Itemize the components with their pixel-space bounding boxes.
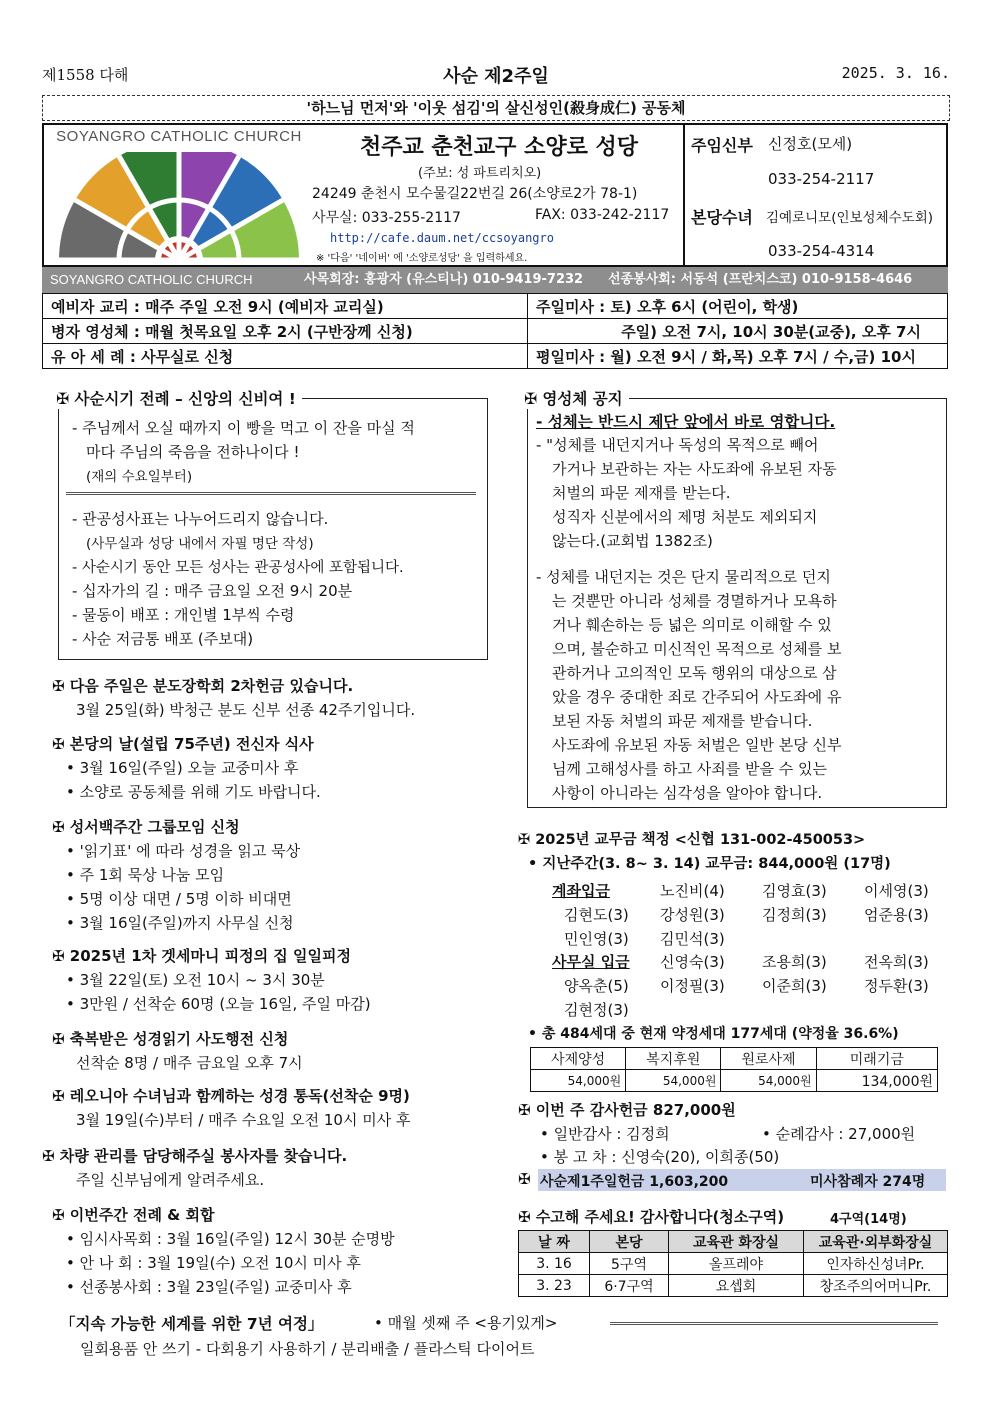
list-item: • 3월 16일(주일)까지 사무실 신청 [66,914,294,932]
list-item: 민인영(3) [564,930,629,948]
cleaning-title: ✠ 수고해 주세요! 감사합니다(청소구역) [518,1208,785,1226]
sister-phone: 033-254-4314 [768,242,875,260]
council-contact: 사목회장: 홍광자 (유스티나) 010-9419-7232 [304,272,584,287]
notice-title: ✠ 축복받은 성경읽기 사도행전 신청 [52,1030,289,1048]
list-item: 가거나 보관하는 자는 사도좌에 유보된 자동 [552,460,837,478]
lent-divider [66,492,476,495]
table-header: 본당 [590,1231,669,1253]
table-row [43,344,948,369]
list-item: 사도좌에 유보된 자동 처벌은 일반 본당 신부 [552,736,842,754]
logo-text: SOYANGRO CATHOLIC CHURCH [56,128,302,145]
list-item: 노진비(4) [660,882,725,900]
list-item: 이준희(3) [762,977,827,995]
list-item: 사항이 아니라는 심각성을 알아야 합니다. [552,784,823,802]
table-header: 교육관·외부화장실 [804,1231,948,1253]
table-cell: 54,000원 [721,1070,816,1092]
dues-title: ✠ 2025년 교무금 책정 <신협 131-002-450053> [518,832,866,848]
masthead [42,62,950,88]
schedule-table [42,293,948,369]
sunday-offering: 사순제1주일헌금 1,603,200 [540,1174,729,1190]
sunday-mass-sun: 주일) 오전 7시, 10시 30분(교중), 오후 7시 [528,319,948,344]
fund-table [530,1047,938,1092]
list-item: • 5명 이상 대면 / 5명 이하 비대면 [66,890,292,908]
list-item: 조용희(3) [762,953,827,971]
list-item: • 선종봉사회 : 3월 23일(주일) 교중미사 후 [66,1278,352,1296]
dues-total: • 총 484세대 중 현재 약정세대 177세대 (약정율 36.6%) [528,1026,899,1042]
office-phone: 사무실: 033-255-2117 [312,210,461,226]
notice-title: ✠ 이번주간 전례 & 회합 [52,1206,215,1224]
list-item: 는 것뿐만 아니라 성체를 경멸하거나 모욕하 [552,592,837,610]
footer-divider [610,1322,938,1325]
table-header: 교육관 화장실 [669,1231,804,1253]
van-thanks: • 봉 고 차 : 신영숙(20), 이희종(50) [540,1148,780,1166]
pilgrim-thanks: • 순례감사 : 27,000원 [762,1125,916,1143]
dues-last-week: • 지난주간(3. 8~ 3. 14) 교무금: 844,000원 (17명) [528,856,891,872]
list-item: 김정희(3) [762,906,827,924]
list-item: 김영효(3) [762,882,827,900]
list-item: - 물동이 배포 : 개인별 1부씩 수령 [72,606,295,624]
catechumen-class: 예비자 교리 : 매주 주일 오전 9시 (예비자 교리실) [43,294,528,319]
cross-icon: ✠ [52,735,70,753]
list-item: • 3월 16일(주일) 오늘 교중미사 후 [66,759,299,777]
account-label: 계좌입금 [552,882,610,900]
church-logo [48,128,310,262]
table-header: 날 짜 [519,1231,590,1253]
cross-icon: ✠ [52,1087,70,1105]
list-item: - 사순 저금통 배포 (주보대) [72,630,254,648]
sunday-mass-sat: 주일미사 : 토) 오후 6시 (어린이, 학생) [528,294,948,319]
table-cell: 3. 23 [519,1275,590,1297]
list-item: 김민석(3) [660,930,725,948]
list-item: 처벌의 파문 제재를 받는다. [552,484,731,502]
table-cell: 54,000원 [626,1070,721,1092]
bulletin-date: 2025. 3. 16. [841,64,950,82]
list-item: 관하거나 고의적인 모독 행위의 대상으로 삼 [552,664,837,682]
list-item: • 안 나 회 : 3월 19일(수) 오전 10시 미사 후 [66,1254,361,1272]
cross-icon: ✠ [52,818,70,836]
list-item: 이정필(3) [660,977,725,995]
list-item: 3월 25일(화) 박청근 분도 신부 선종 42주기입니다. [76,701,416,719]
table-row [519,1275,948,1297]
table-header: 복지후원 [626,1048,721,1070]
cross-icon: ✠ [518,1101,536,1119]
parish-address: 24249 춘천시 모수물길22번길 26(소양로2가 78-1) [312,186,638,202]
table-cell: 올프레야 [669,1253,804,1275]
thanks-title: ✠ 이번 주 감사헌금 827,000원 [518,1101,736,1119]
issue-number: 제1558 다해 [42,66,129,84]
list-item: 성직자 신분에서의 제명 처분도 제외되지 [552,508,818,526]
list-item: 주일 신부님에게 알려주세요. [76,1171,265,1189]
table-row [531,1048,938,1070]
cross-icon: ✠ [518,832,536,848]
sick-communion: 병자 영성체 : 매월 첫목요일 오후 2시 (구반장께 신청) [43,319,528,344]
cross-icon: ✠ [518,1170,531,1188]
general-thanks: • 일반감사 : 김정희 [540,1125,670,1143]
table-row [519,1231,948,1253]
pastor-label: 주임신부 [691,136,753,155]
eucharist-icon: ✠ [524,390,543,408]
weekday-mass: 평일미사 : 월) 오전 9시 / 화,목) 오후 7시 / 수,금) 10시 [528,344,948,369]
sister-name: 김예로니모(인보성체수도회) [766,210,934,226]
list-item: 정두환(3) [864,977,929,995]
table-header: 원로사제 [721,1048,816,1070]
list-item: - 주님께서 오실 때까지 이 빵을 먹고 이 잔을 마실 적 [72,419,415,437]
list-item: 았을 경우 중대한 죄로 간주되어 사도좌에 유 [552,688,842,706]
table-cell: 6·7구역 [590,1275,669,1297]
rose-window-icon [48,152,310,262]
footer-practices: 일회용품 안 쓰기 - 다회용기 사용하기 / 분리배출 / 플라스틱 다이어트 [80,1340,535,1358]
cleaning-table [518,1230,948,1297]
list-item: 않는다.(교회법 1382조) [552,532,713,550]
list-item: • 주 1회 묵상 나눔 모임 [66,866,225,884]
cross-icon: ✠ [42,1147,60,1165]
table-cell: 3. 16 [519,1253,590,1275]
table-row [43,294,948,319]
table-cell: 5구역 [590,1253,669,1275]
funeral-contact: 선종봉사회: 서동석 (프란치스코) 010-9158-4646 [608,272,913,287]
table-cell: 요셉회 [669,1275,804,1297]
cross-icon: ✠ [52,677,70,695]
list-item: • 3월 22일(토) 오전 10시 ~ 3시 30분 [66,971,325,989]
list-item: 김현도(3) [564,906,629,924]
pastor-phone: 033-254-2117 [768,170,875,188]
notice-title: ✠ 성서백주간 그룹모임 신청 [52,818,240,836]
list-item: 거나 훼손하는 등 넓은 의미로 이해할 수 있 [552,616,832,634]
list-item: - 십자가의 길 : 매주 금요일 오전 9시 20분 [72,582,353,600]
list-item: (사무실과 성당 내에서 자필 명단 작성) [86,536,314,552]
infant-baptism: 유 아 세 례 : 사무실로 신청 [43,344,528,369]
list-item: (재의 수요일부터) [86,469,193,485]
attendance-count: 미사참례자 274명 [810,1174,926,1190]
cafe-link[interactable]: http://cafe.daum.net/ccsoyangro [330,231,554,245]
parish-patron: (주보: 성 파트리치오) [418,166,542,181]
bar-church-name: SOYANGRO CATHOLIC CHURCH [50,272,253,287]
notice-title: ✠ 레오니아 수녀님과 함께하는 성경 통독(선착순 9명) [52,1087,410,1105]
list-item: • '읽기표' 에 따라 성경을 읽고 묵상 [66,842,301,860]
eucharist-title: ✠ 영성체 공지 [518,387,629,409]
table-row [519,1253,948,1275]
list-item: 이세영(3) [864,882,929,900]
cross-icon: ✠ [52,947,70,965]
search-hint: ※ '다음' '네이버' 에 '소양로성당' 을 입력하세요. [316,253,528,264]
list-item: 양옥춘(5) [564,977,629,995]
notice-title: ✠ 차량 관리를 담당해주실 봉사자를 찾습니다. [42,1147,348,1165]
list-item: 전옥희(3) [864,953,929,971]
motto: '하느님 먼저'와 '이웃 섬김'의 살신성인(殺身成仁) 공동체 [42,95,950,121]
list-item: 신영숙(3) [660,953,725,971]
list-item: 엄준용(3) [864,906,929,924]
notice-title: ✠ 본당의 날(설립 75주년) 전신자 식사 [52,735,314,753]
list-item: 으며, 불순하고 미신적인 목적으로 성체를 보 [552,640,842,658]
offering-box [518,1169,946,1191]
table-cell: 창조주의어머니Pr. [804,1275,948,1297]
cleaning-note: 4구역(14명) [830,1212,907,1227]
table-cell: 인자하신성녀Pr. [804,1253,948,1275]
cross-icon: ✠ [52,1030,70,1048]
list-item: • 소양로 공동체를 위해 기도 바랍니다. [66,783,321,801]
pastor-name: 신정호(모세) [768,135,853,153]
table-header: 미래기금 [816,1048,937,1070]
table-cell: 134,000원 [816,1070,937,1092]
list-item: - 사순시기 동안 모든 성사는 관공성사에 포함됩니다. [72,560,404,576]
list-item: - 성체를 내던지는 것은 단지 물리적으로 던지 [536,568,831,586]
list-item: 보된 자동 처벌의 파문 제재를 받습니다. [552,712,813,730]
list-item: 강성원(3) [660,906,725,924]
list-item: • 임시사목회 : 3월 16일(주일) 12시 30분 순명방 [66,1230,395,1248]
contact-bar [42,267,948,293]
list-item: • 3만원 / 선착순 60명 (오늘 16일, 주일 마감) [66,995,371,1013]
lent-title: ✠ 사순시기 전례 – 신앙의 신비여 ! [50,387,302,409]
bulletin-title: 사순 제2주일 [443,66,549,87]
table-row [43,319,948,344]
footer-title: 「지속 가능한 세계를 위한 7년 여정」 [60,1315,324,1333]
table-header: 사제양성 [531,1048,626,1070]
lent-icon: ✠ [56,390,75,408]
fax-number: FAX: 033-242-2117 [535,207,670,223]
list-item: - "성체를 내던지거나 독성의 목적으로 빼어 [536,436,819,454]
list-item: 선착순 8명 / 매주 금요일 오후 7시 [76,1054,303,1072]
office-label: 사무실 입금 [552,953,630,971]
eucharist-headline: - 성체는 반드시 제단 앞에서 바로 영합니다. [536,413,836,431]
list-item: - 관공성사표는 나누어드리지 않습니다. [72,510,329,528]
list-item: 마다 주님의 죽음을 전하나이다 ! [86,443,300,461]
parish-name: 천주교 춘천교구 소양로 성당 [360,135,639,160]
notice-title: ✠ 다음 주일은 분도장학회 2차헌금 있습니다. [52,677,354,695]
list-item: 님께 고해성사를 하고 사죄를 받을 수 있는 [552,760,827,778]
list-item: 3월 19일(수)부터 / 매주 수요일 오전 10시 미사 후 [76,1111,411,1129]
footer-sub: • 매월 셋째 주 <용기있게> [374,1314,558,1332]
notice-title: ✠ 2025년 1차 겟세마니 피정의 집 일일피정 [52,947,351,965]
table-row [531,1070,938,1092]
cross-icon: ✠ [52,1206,70,1224]
cross-icon: ✠ [518,1208,536,1226]
sister-label: 본당수녀 [691,208,753,227]
info-divider [683,123,685,267]
list-item: 김현정(3) [564,1001,629,1019]
table-cell: 54,000원 [531,1070,626,1092]
